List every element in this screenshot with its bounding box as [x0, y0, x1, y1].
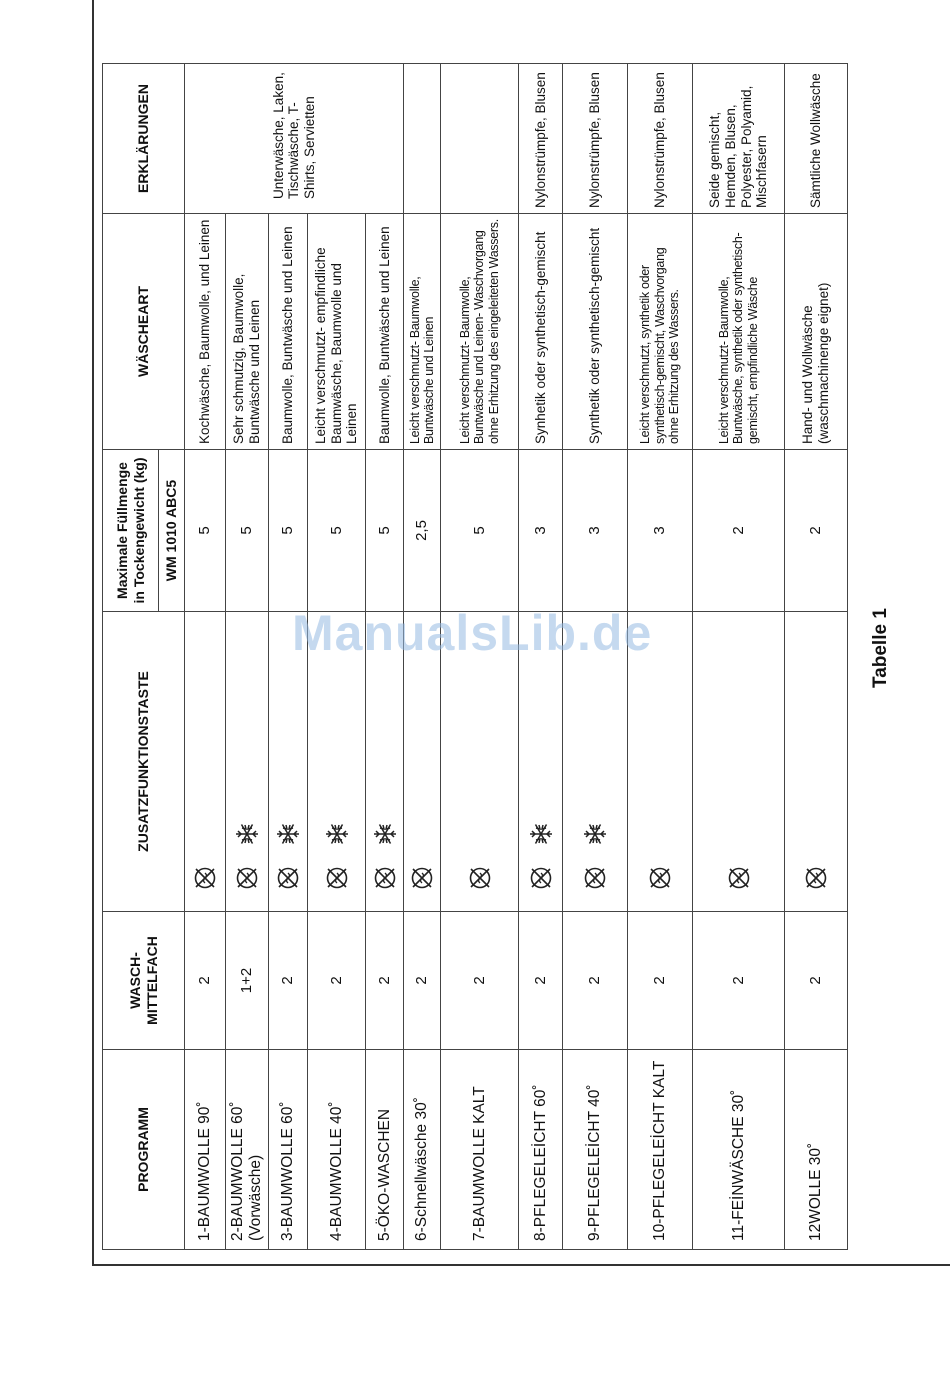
- explanation: Nylonstrümpfe, Blusen: [563, 63, 628, 213]
- program-name: 1-BAUMWOLLE 90˚: [185, 1050, 226, 1250]
- table-row: [185, 63, 226, 1249]
- no-spin-icon: [372, 865, 398, 891]
- max-load: 2,5: [404, 449, 441, 611]
- laundry-type: Leicht verschmutzt- Baumwolle, Buntwäsche, synthetik oder synthetisch-gemischt, empfindliche Wäsche: [693, 213, 785, 449]
- detergent-compartment: 2: [366, 912, 404, 1050]
- explanation: Nylonstrümpfe, Blusen: [519, 63, 563, 213]
- explanation-group: Unterwäsche, Laken, Tischwäsche, T-Shirts, Servietten: [185, 63, 404, 213]
- detergent-compartment: 2: [693, 912, 785, 1050]
- laundry-type: Baumwolle, Buntwäsche und Leinen: [366, 213, 404, 449]
- snowflake-icon: [582, 821, 608, 847]
- explanation: Sämtliche Wollwäsche: [785, 63, 848, 213]
- no-spin-icon: [582, 865, 608, 891]
- header-waschmittelfach: WASCH- MITTELFACH: [103, 912, 185, 1050]
- program-name: 6-Schnellwäsche 30˚: [404, 1050, 441, 1250]
- program-name: 11-FEİNWÄSCHE 30˚: [693, 1050, 785, 1250]
- watermark: ManualsLib.de: [292, 605, 653, 661]
- max-load: 3: [628, 449, 693, 611]
- no-spin-icon: [726, 865, 752, 891]
- max-load: 5: [226, 449, 269, 611]
- laundry-type: Leicht verschmutzt- empfindliche Baumwäsche, Baumwolle und Leinen: [308, 213, 366, 449]
- header-programm: PROGRAMM: [103, 1050, 185, 1250]
- max-load: 5: [185, 449, 226, 611]
- detergent-compartment: 2: [308, 912, 366, 1050]
- laundry-type: Synhetik oder synthetisch-gemischt: [519, 213, 563, 449]
- laundry-type: Hand- und Wollwäsche (waschmachinenge eignet): [785, 213, 848, 449]
- max-load: 2: [693, 449, 785, 611]
- laundry-type: Baumwolle, Buntwäsche und Leinen: [269, 213, 308, 449]
- laundry-type: Sehr schmutzig, Baumwolle, Buntwäsche und Leinen: [226, 213, 269, 449]
- header-erklaerungen: ERKLÄRUNGEN: [103, 63, 185, 213]
- program-name: 12WOLLE 30˚: [785, 1050, 848, 1250]
- no-spin-icon: [647, 865, 673, 891]
- table-row: [226, 63, 269, 1249]
- header-zusatzfunktion: ZUSATZFUNKTIONSTASTE: [103, 612, 185, 912]
- no-spin-icon: [409, 865, 435, 891]
- extra-functions: [785, 612, 848, 912]
- explanation-empty: [404, 63, 441, 213]
- max-load: 3: [563, 449, 628, 611]
- max-load: 5: [269, 449, 308, 611]
- table-row: [785, 63, 848, 1249]
- laundry-type: Synthetik oder synthetisch-gemischt: [563, 213, 628, 449]
- header-model: WM 1010 ABC5: [159, 449, 185, 611]
- laundry-type: Leicht verschmutzt- Baumwolle, Buntwäsche und Leinen: [404, 213, 441, 449]
- max-load: 5: [308, 449, 366, 611]
- explanation: Seide gemischt, Hemden, Blusen, Polyester, Polyamid, Mischfasern: [693, 63, 785, 213]
- no-spin-icon: [234, 865, 260, 891]
- program-name: 2-BAUMWOLLE 60˚ (Vorwäsche): [226, 1050, 269, 1250]
- snowflake-icon: [234, 821, 260, 847]
- laundry-type: Kochwäsche, Baumwolle, und Leinen: [185, 213, 226, 449]
- header-waescheart: WÄSCHEART: [103, 213, 185, 449]
- header-fuellmenge: Maximale Füllmenge in Tockengewicht (kg): [103, 449, 159, 611]
- program-name: 8-PFLEGELEİCHT 60˚: [519, 1050, 563, 1250]
- no-spin-icon: [324, 865, 350, 891]
- detergent-compartment: 2: [519, 912, 563, 1050]
- explanation-empty: [441, 63, 519, 213]
- detergent-compartment: 2: [563, 912, 628, 1050]
- extra-functions: [693, 612, 785, 912]
- program-name: 3-BAUMWOLLE 60˚: [269, 1050, 308, 1250]
- detergent-compartment: 2: [269, 912, 308, 1050]
- no-spin-icon: [803, 865, 829, 891]
- detergent-compartment: 2: [441, 912, 519, 1050]
- detergent-compartment: 2: [404, 912, 441, 1050]
- program-name: 10-PFLEGELEİCHT KALT: [628, 1050, 693, 1250]
- explanation: Nylonstrümpfe, Blusen: [628, 63, 693, 213]
- max-load: 5: [441, 449, 519, 611]
- laundry-type: Leicht verschmutzt- Baumwolle, Buntwäsche und Leinen- Waschvorgang ohne Erhitzung des eingeleiteten Wassers.: [441, 213, 519, 449]
- no-spin-icon: [275, 865, 301, 891]
- table-caption: Tabelle 1: [870, 608, 891, 688]
- table-row: [693, 63, 785, 1249]
- snowflake-icon: [372, 821, 398, 847]
- program-name: 9-PFLEGELEİCHT 40˚: [563, 1050, 628, 1250]
- detergent-compartment: 2: [185, 912, 226, 1050]
- extra-functions: [185, 612, 226, 912]
- max-load: 2: [785, 449, 848, 611]
- detergent-compartment: 1+2: [226, 912, 269, 1050]
- snowflake-icon: [528, 821, 554, 847]
- program-name: 5-ÖKO-WASCHEN: [366, 1050, 404, 1250]
- snowflake-icon: [324, 821, 350, 847]
- snowflake-icon: [275, 821, 301, 847]
- no-spin-icon: [467, 865, 493, 891]
- max-load: 3: [519, 449, 563, 611]
- detergent-compartment: 2: [785, 912, 848, 1050]
- no-spin-icon: [192, 865, 218, 891]
- program-name: 4-BAUMWOLLE 40˚: [308, 1050, 366, 1250]
- max-load: 5: [366, 449, 404, 611]
- program-name: 7-BAUMWOLLE KALT: [441, 1050, 519, 1250]
- extra-functions: [226, 612, 269, 912]
- no-spin-icon: [528, 865, 554, 891]
- laundry-type: Leicht verschmutzt, synthetik oder synthetisch-gemischt, Waschvorgang ohne Erhitzung des Wassers.: [628, 213, 693, 449]
- detergent-compartment: 2: [628, 912, 693, 1050]
